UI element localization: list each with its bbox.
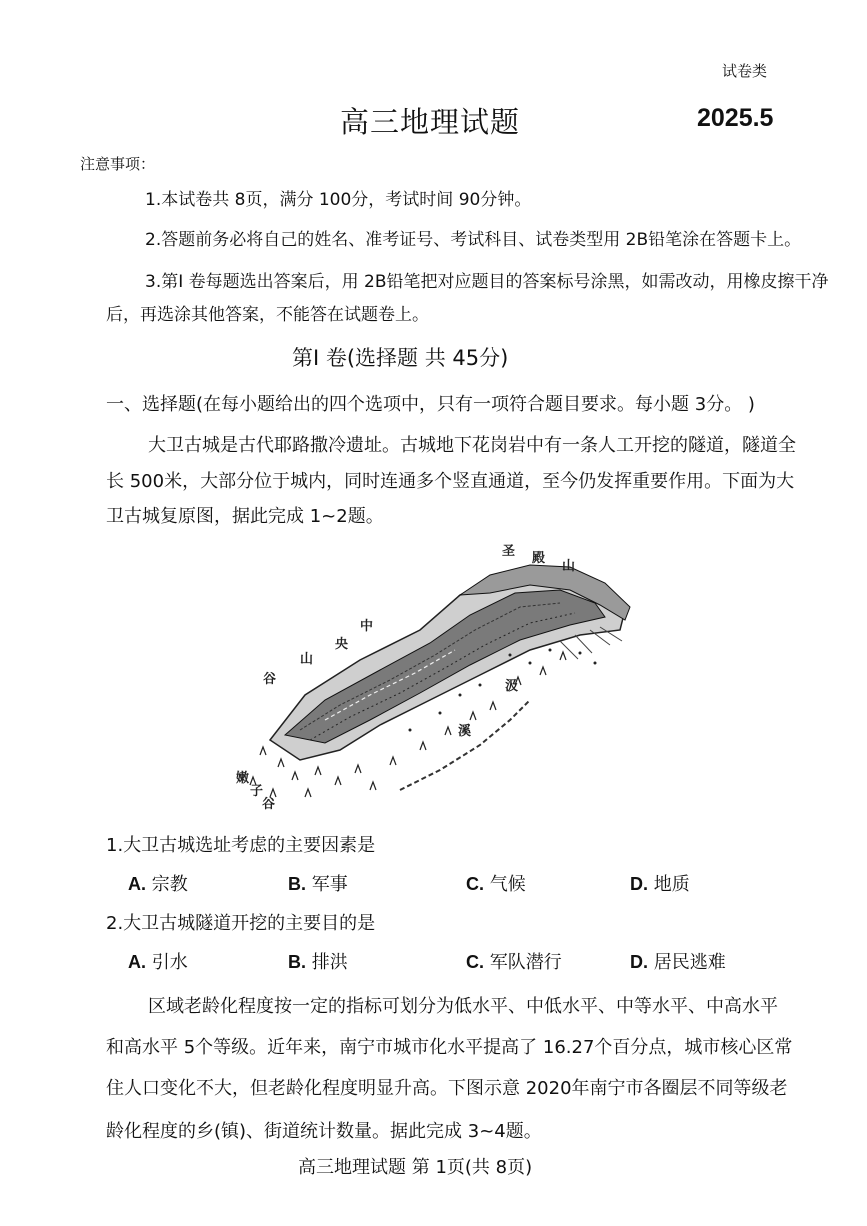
notice-item-3-cont: 后，再选涂其他答案，不能答在试题卷上。: [106, 305, 429, 325]
notice-item-3: 3.第Ⅰ 卷每题选出答案后，用 2B铅笔把对应题目的答案标号涂黑，如需改动，用橡皮擦干净: [145, 272, 829, 292]
q1-option-b[interactable]: B. 军事: [288, 874, 348, 895]
city-of-david-figure: [230, 535, 650, 815]
map-label-shan: 山: [562, 559, 576, 574]
q1-option-a[interactable]: A. 宗教: [128, 874, 188, 895]
q2-option-a[interactable]: A. 引水: [128, 952, 188, 973]
passage1-line1: 大卫古城是古代耶路撒冷遗址。古城地下花岗岩中有一条人工开挖的隧道，隧道全: [148, 435, 796, 456]
passage2-line1: 区域老龄化程度按一定的指标可划分为低水平、中低水平、中等水平、中高水平: [148, 996, 778, 1017]
map-label-lun: 嫩: [236, 771, 250, 786]
q1-stem: 1.大卫古城选址考虑的主要因素是: [106, 835, 376, 856]
q2-stem: 2.大卫古城隧道开挖的主要目的是: [106, 913, 376, 934]
passage1-line2: 长 500米，大部分位于城内，同时连通多个竖直通道，至今仍发挥重要作用。下面为大: [106, 471, 795, 492]
notice-item-1: 1.本试卷共 8页，满分 100分，考试时间 90分钟。: [145, 190, 532, 210]
map-label-dian: 殿: [532, 551, 546, 566]
map-label-zhong: 中: [360, 619, 374, 634]
section-heading: 第Ⅰ 卷(选择题 共 45分): [292, 346, 509, 370]
q1-option-c[interactable]: C. 气候: [466, 874, 526, 895]
map-label-sheng: 圣: [502, 544, 516, 559]
notice-heading: 注意事项：: [80, 155, 156, 173]
map-label-gu: 谷: [263, 672, 277, 687]
q2-option-c[interactable]: C. 军队潜行: [466, 952, 562, 973]
map-label-ji: 汲: [505, 679, 519, 694]
map-label-zi: 子: [250, 784, 264, 799]
q1-option-d[interactable]: D. 地质: [630, 874, 690, 895]
city-illustration: [230, 535, 650, 815]
corner-note: 试卷类: [722, 62, 768, 80]
map-label-yang: 央: [335, 637, 349, 652]
page-footer: 高三地理试题 第 1页(共 8页): [298, 1157, 533, 1178]
q2-option-d[interactable]: D. 居民逃难: [630, 952, 726, 973]
q2-option-b[interactable]: B. 排洪: [288, 952, 348, 973]
passage2-line4: 龄化程度的乡(镇)、街道统计数量。据此完成 3~4题。: [106, 1121, 542, 1142]
map-label-gu2: 谷: [262, 797, 276, 812]
map-label-xi: 溪: [458, 724, 472, 739]
passage1-line3: 卫古城复原图，据此完成 1~2题。: [106, 506, 384, 527]
section-instruction: 一、选择题(在每小题给出的四个选项中，只有一项符合题目要求。每小题 3分。 ): [106, 394, 755, 415]
page-title: 高三地理试题: [340, 105, 521, 139]
passage2-line2: 和高水平 5个等级。近年来，南宁市城市化水平提高了 16.27个百分点，城市核心区常: [106, 1037, 793, 1058]
map-label-shan2: 山: [300, 652, 314, 667]
passage2-line3: 住人口变化不大，但老龄化程度明显升高。下图示意 2020年南宁市各圈层不同等级老: [106, 1078, 788, 1099]
exam-date: 2025.5: [697, 104, 774, 132]
notice-item-2: 2.答题前务必将自己的姓名、准考证号、考试科目、试卷类型用 2B铅笔涂在答题卡上。: [145, 230, 802, 250]
